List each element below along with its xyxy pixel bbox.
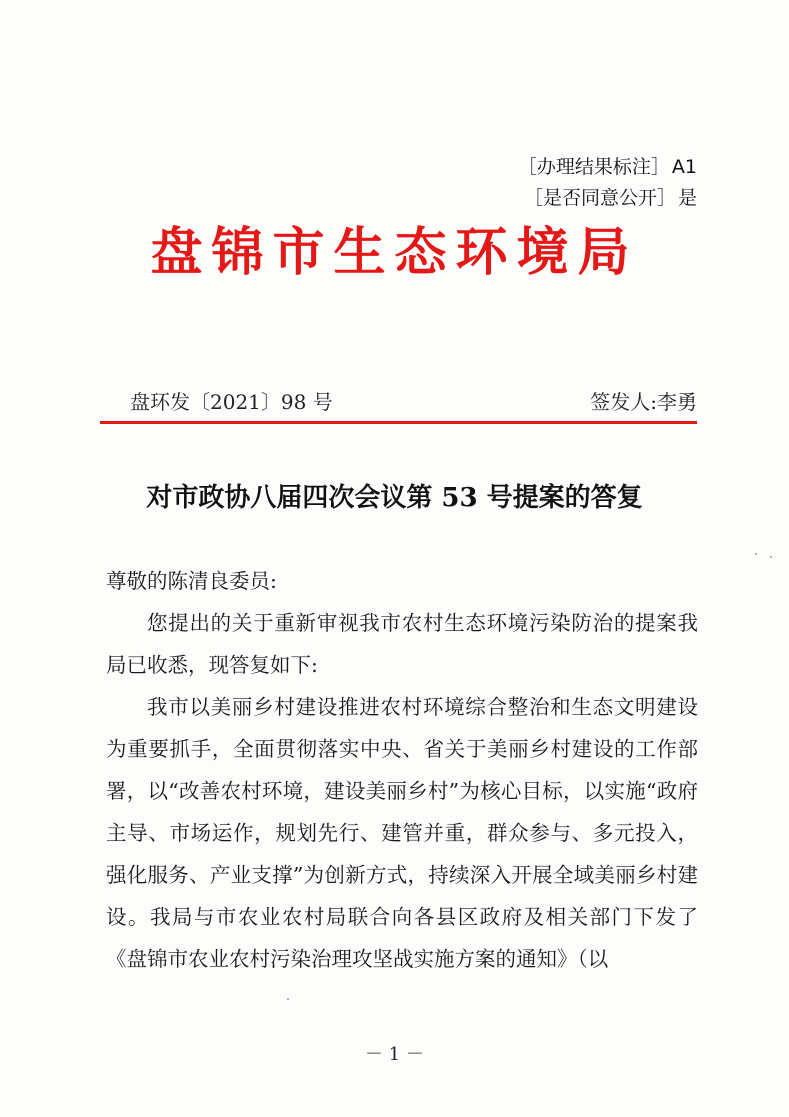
scan-speck: [770, 556, 772, 558]
scan-speck: [755, 553, 757, 555]
body-paragraph: 我市以美丽乡村建设推进农村环境综合整治和生态文明建设为重要抓手，全面贯彻落实中央、省关于美丽乡村建设的工作部署，以“改善农村环境，建设美丽乡村”为核心目标，以实施“政府主导、市场运作，规划先行、建管并重，群众参与、多元投入，强化服务、产业支撑”为创新方式，持续深入开展全域美丽乡村建设。我局与市农业农村局联合向各县区政府及相关部门下发了《盘锦市农业农村污染治理攻坚战实施方案的通知》（以: [106, 695, 698, 971]
document-number: 盘环发〔2021〕98 号: [130, 390, 333, 414]
document-title: 对市政协八届四次会议第 53 号提案的答复: [146, 483, 643, 513]
scan-speck: [287, 998, 289, 1000]
result-mark-label: ［办理结果标注］: [517, 156, 670, 178]
agency-letterhead: 盘锦市生态环境局: [150, 222, 639, 283]
result-mark-value: A1: [671, 156, 697, 178]
document-info-line: [130, 386, 697, 416]
result-mark-row: [518, 152, 697, 183]
public-consent-row: [518, 183, 697, 214]
body-paragraph: 您提出的关于重新审视我市农村生态环境污染防治的提案我局已收悉，现答复如下:: [106, 611, 698, 677]
public-consent-value: 是: [677, 187, 697, 209]
public-consent-label: ［是否同意公开］: [523, 187, 676, 209]
red-divider-line: [100, 421, 697, 424]
page-number: － 1 －: [365, 1044, 424, 1065]
document-body: [106, 560, 698, 980]
signer: 签发人:李勇: [590, 390, 697, 414]
handling-meta: [518, 152, 697, 214]
salutation: 尊敬的陈清良委员:: [106, 569, 277, 593]
